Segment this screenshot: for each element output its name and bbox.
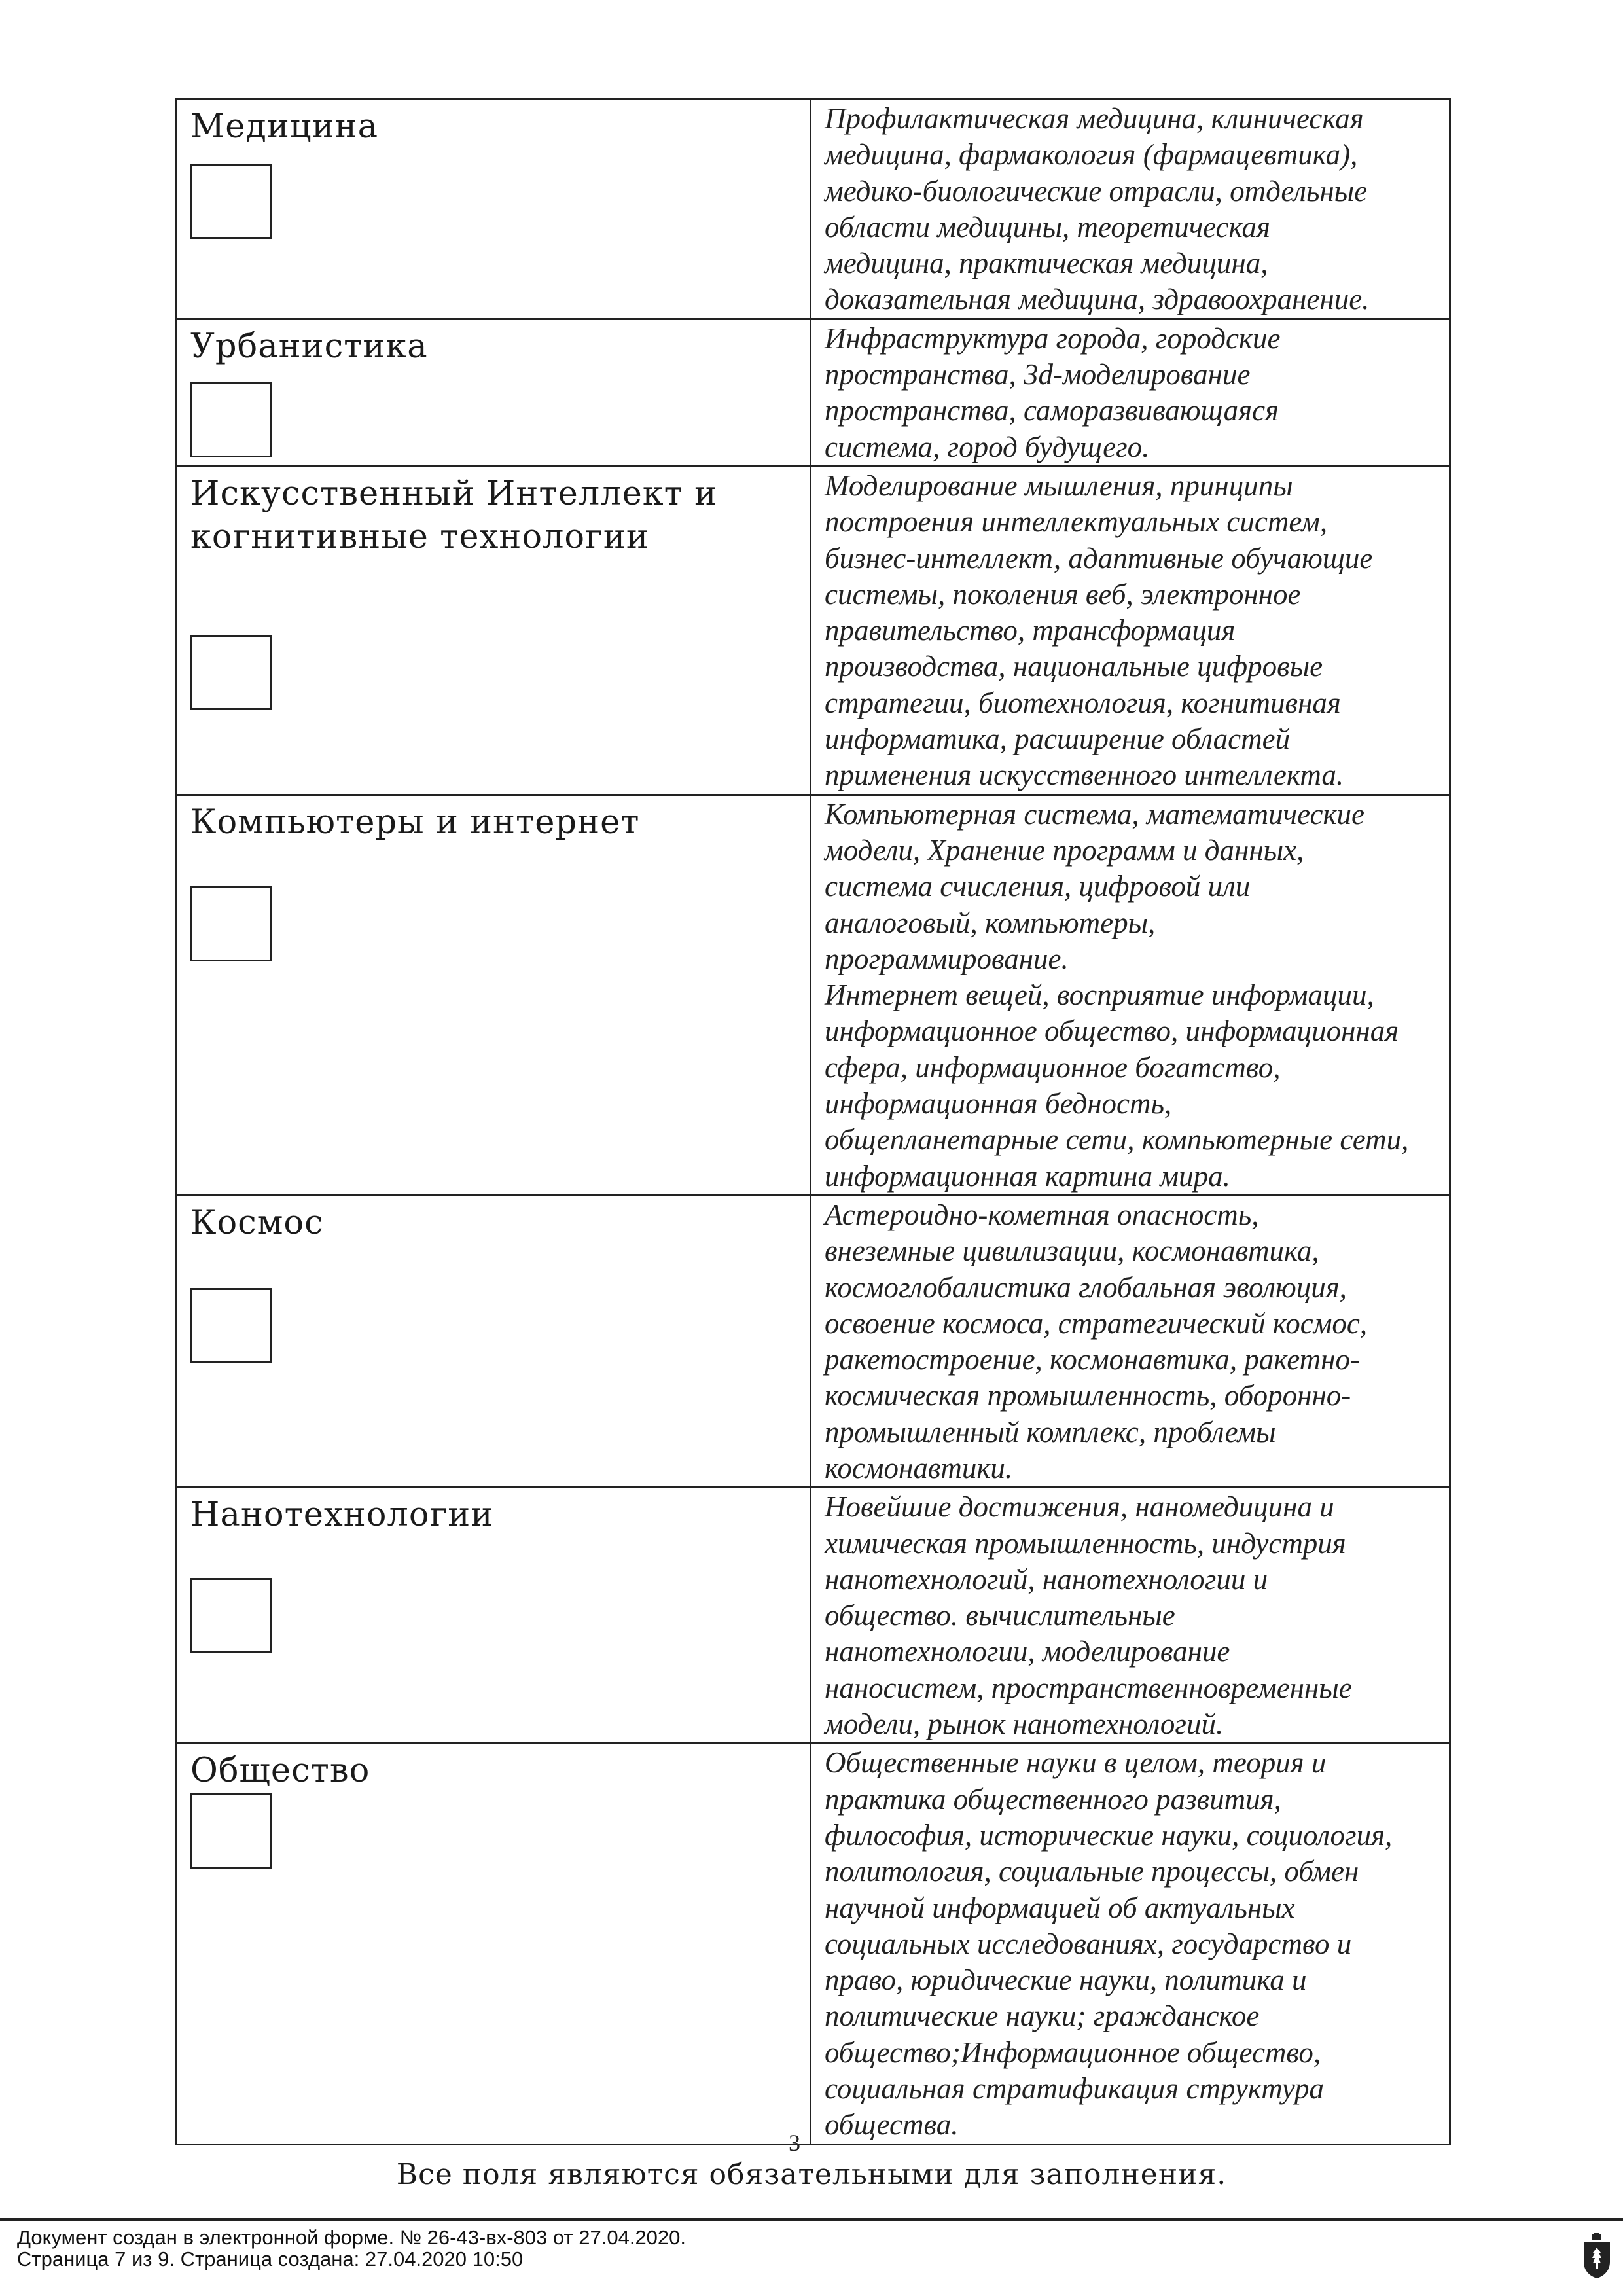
topic-description: Моделирование мышления, принципы построения интеллектуальных систем, бизнес-интеллект, адаптивные обучающие системы, поколения веб, электронное правительство, трансформация производства, национальные цифровые стратегии, биотехнология, когнитивная информатика, расширение областей применения искусственного интеллекта. [825,469,1373,792]
description-cell [811,319,1450,466]
checkbox-medicine[interactable] [190,164,272,239]
topic-title: Медицина [190,107,378,146]
table-row [176,466,1450,795]
required-fields-note: Все поля являются обязательными для заполнения. [396,2158,1227,2191]
table-row [176,99,1450,319]
topic-cell-computers [176,795,811,1195]
checkbox-computers[interactable] [190,886,272,961]
description-cell [811,1744,1450,2144]
topic-description: Компьютерная система, математические модели, Хранение программ и данных, система счисления, цифровой или аналоговый, компьютеры, программирование. Интернет вещей, восприятие информации, информационное общество, информационная сфера, информационное богатство, информационная бедность, общепланетарные сети, компьютерные сети, информационная картина мира. [825,797,1409,1193]
topic-description: Инфраструктура города, городские пространства, 3d-моделирование пространства, саморазвивающаяся система, город будущего. [825,321,1281,463]
checkbox-nanotech[interactable] [190,1578,272,1653]
footer-divider [0,2218,1623,2221]
topics-table [175,98,1451,2145]
footer-line-document-id: Документ создан в электронной форме. № 26-43-вх-803 от 27.04.2020. [17,2226,687,2249]
coat-of-arms-icon [1581,2233,1613,2279]
topic-title: Урбанистика [190,327,428,366]
topic-cell-urbanistics [176,319,811,466]
checkbox-society[interactable] [190,1793,272,1869]
table-row [176,1488,1450,1744]
table-row [176,1744,1450,2144]
topic-title: Искусственный Интеллект и когнитивные технологии [190,474,718,556]
topic-title: Компьютеры и интернет [190,802,640,842]
topic-title: Общество [190,1751,370,1791]
topic-description: Астероидно-кометная опасность, внеземные цивилизации, космонавтика, космоглобалистика глобальная эволюция, освоение космоса, стратегический космос, ракетостроение, космонавтика, ракетно- космическая промышленность, оборонно- промышленный комплекс, проблемы космонавтики. [825,1198,1368,1484]
page-number: 3 [789,2130,800,2156]
description-cell [811,99,1450,319]
topic-cell-space [176,1195,811,1487]
topic-cell-nanotech [176,1488,811,1744]
table-row [176,319,1450,466]
checkbox-urbanistics[interactable] [190,382,272,457]
document-footer [17,2227,686,2270]
table-row [176,795,1450,1195]
checkbox-space[interactable] [190,1288,272,1363]
topic-description: Новейшие достижения, наномедицина и химическая промышленность, индустрия нанотехнологий, нанотехнологии и общество. вычислительные нанотехнологии, моделирование наносистем, пространственновременные модели, рынок нанотехнологий. [825,1490,1352,1741]
table-row [176,1195,1450,1487]
topic-title: Космос [190,1203,324,1242]
description-cell [811,1488,1450,1744]
topic-cell-medicine [176,99,811,319]
topic-cell-ai [176,466,811,795]
description-cell [811,466,1450,795]
topic-title: Нанотехнологии [190,1496,494,1535]
footer-line-page-info: Страница 7 из 9. Страница создана: 27.04.2020 10:50 [17,2248,524,2270]
topic-description: Профилактическая медицина, клиническая медицина, фармакология (фармацевтика), медико-биологические отрасли, отдельные области медицины, теоретическая медицина, практическая медицина, доказательная медицина, здравоохранение. [825,102,1370,316]
topic-cell-society [176,1744,811,2144]
topic-description: Общественные науки в целом, теория и практика общественного развития, философия, исторические науки, социология, политология, социальные процессы, обмен научной информацией об актуальных социальных исследованиях, государство и право, юридические науки, политика и политические науки; гражданское общество;Информационное общество, социальная стратификация структура общества. [825,1746,1393,2142]
description-cell [811,1195,1450,1487]
checkbox-ai[interactable] [190,635,272,710]
description-cell [811,795,1450,1195]
